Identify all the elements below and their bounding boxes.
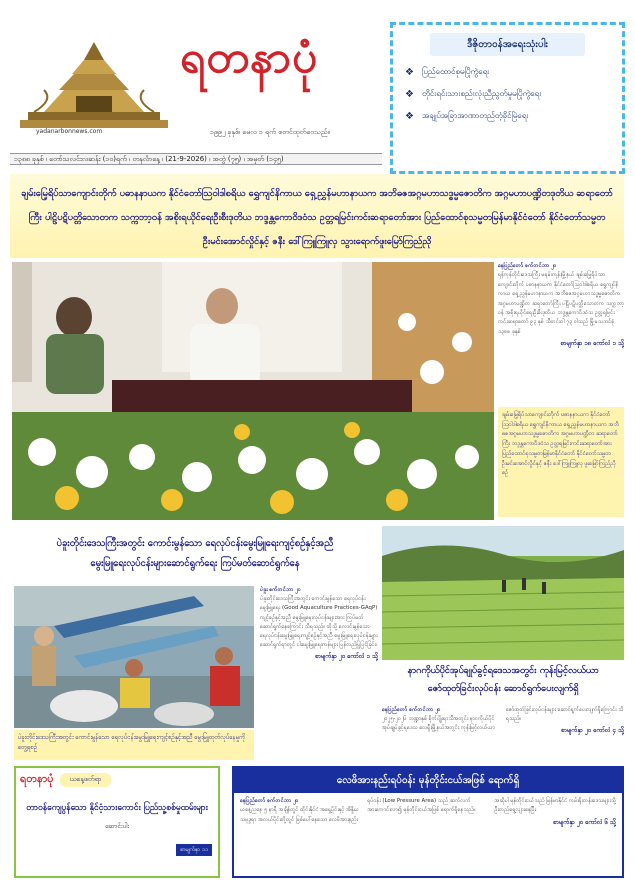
promo-logo: ရတနာပုံ <box>20 772 54 785</box>
aquaculture-story-text <box>260 586 378 760</box>
aquaculture-headline-line[interactable]: ပဲခူးတိုင်းဒေသကြီးအတွင်း ကောင်းမွန်သော ရေလုပ်ငန်းမွေးမြူရေးကျင့်စဉ်နှင့်အညီ <box>56 538 334 549</box>
weather-continued-link[interactable]: စာမျက်နှာ ၂၀ ကော်လံ ၆ သို့ <box>553 818 616 826</box>
upland-body: ၂၀၂၅-၂၀၂၆ ဘဏ္ဍာနှစ် စိုက်ပျိုးရာသီအတွင်း နာဂကိုယ်ပိုင်အုပ်ချုပ်ခွင့်ရဒေသ လေရှီးမြို့နယ်အတွင်း ကုန်းမြင့်လယ်ယာ ဇော်ထုတ်ခြင်းလုပ်ငန်းများ ဆောင်ရွက်ပေးလျက်ရှိကြောင်း သိရသည်။ <box>382 707 624 732</box>
upland-farming-story-text <box>382 706 624 762</box>
upland-dateline: နေပြည်တော် စက်တင်ဘာ ၂၀ <box>382 707 441 713</box>
lead-photo-caption: ချမ်းမြေ့ရိပ်သာကျောင်းတိုက် ပဓာနနာယက နိုင်ငံတော်ဩဝါဒါစရိယ ရွှေကျင်နိကာယ ရှေ့ညွှန်မဟာနာယက အဘိဓဇအဂ္ဂမဟာသဒ္ဓမ္မဇောတိက အဂ္ဂမဟာပဏ္ဍိတ ဆရာတော်ကြီး ဘဒ္ဒန္တကောဝိဒဝံသ ဥတ္တရမြင်းကင်းဆရာတော်အား ပြည်ထောင်စုသမ္မတမြန်မာနိုင်ငံတော် နိုင်ငံတော်သမ္မတ ဦးမင်းအောင်လှိုင်နှင့် ဇနီး ဒေါ်ကြူကြူလှ ဖူးမြော်ကြည်ညိုစဉ် <box>498 407 624 517</box>
site-url[interactable]: yadanarbonnews.com <box>36 128 103 135</box>
todays-read-box[interactable] <box>14 766 220 878</box>
upland-headline-line: နာဂကိုယ်ပိုင်အုပ်ချုပ်ခွင့်ရဒေသအတွင်း ကုန်းမြင့်လယ်ယာ <box>407 665 599 676</box>
promo-title[interactable]: တာဝန်ကျေပွန်သော နိုင်ငံ့သားကောင်း ပြည်သူ့စစ်မှုထမ်းများ <box>26 803 208 813</box>
aquaculture-continued-link[interactable]: စာမျက်နှာ ၂၀ ကော်လံ ၁ သို့ <box>315 653 378 661</box>
aquaculture-headline-line[interactable]: မွေးမြူရေးလုပ်ငန်းများဆောင်ရွက်ရေး ကြပ်မတ်ဆောင်ရွက်နေ <box>90 558 300 569</box>
established-line: ၁၉၉၂ ခုနှစ်၊ မေလ ၁ ရက် စတင်ထုတ်ဝေသည်။ <box>210 128 330 136</box>
upland-farming-headline[interactable] <box>382 662 624 702</box>
upland-continued-link[interactable]: စာမျက်နှာ ၂၀ ကော်လံ ၄ သို့ <box>561 727 624 735</box>
objective-item <box>405 88 614 100</box>
lead-story-text <box>498 262 624 407</box>
lead-dateline: နေပြည်တော် စက်တင်ဘာ ၂၀ <box>498 263 557 269</box>
upland-headline-line: ဇော်ထုတ်ခြင်းလုပ်ငန်း ဆောင်ရွက်ပေးလျက်ရှိ <box>427 683 579 694</box>
aquaculture-body: ပဲခူးတိုင်းဒေသကြီးအတွင်း ကောင်းမွန်သော ရေလုပ်ငန်းမွေးမြူရေး (Good Aquaculture Practices-GAqP) ကျင့်စဉ်နှင့်အညီ မွေးမြူရေးလုပ်ငန်းများအား ကြပ်မတ်ဆောင်ရွက်နေကြောင်း သိရသည်။ ထိုသို့ ကောင်းမွန်သော ရေလုပ်ငန်းမွေးမြူရေးကျင့်စဉ်နှင့်အညီ မွေးမြူရေးလုပ်ငန်းများဆောင်ရွက်ရာတွင် ငါးမွေးမြူရေးကန်များ ပြန်လည်ပြုပြင်ခြင်း၊ <box>260 596 378 649</box>
diamond-bullet-icon: ❖ <box>405 110 414 122</box>
aquaculture-photo-caption: ပဲခူးတိုင်းဒေသကြီးအတွင်း ကောင်းမွန်သော ရေလုပ်ငန်းမွေးမြူရေးကျင့်စဉ်နှင့်အညီ မွေးမြူထုတ်လုပ်နေမှုကို တွေ့ရစဉ် <box>14 730 254 760</box>
paper-name-logo: ရတနာပုံ <box>180 32 319 83</box>
diamond-bullet-icon: ❖ <box>405 66 414 78</box>
aquaculture-photo[interactable] <box>14 586 254 728</box>
objective-item <box>405 66 614 78</box>
diamond-bullet-icon: ❖ <box>405 88 414 100</box>
promo-type: ဆောင်းပါး <box>105 822 129 830</box>
issue-info-bar: ၁၃၈၈ ခုနှစ် ၊ တော်သလင်းလဆန်း (၁၀)ရက် ၊ တနင်္လာနေ့ ၊ (21-9-2026) ၊ အတွဲ (၇၅) ၊ အမှတ် (၁၄၅) <box>10 153 382 165</box>
lead-headline-box <box>10 174 624 258</box>
objectives-title: ဒီဇိုတာဝန်အရေးသုံးပါး <box>430 33 585 56</box>
aquaculture-dateline: ပဲခူး စက်တင်ဘာ ၂၀ <box>260 587 301 593</box>
weather-story-box <box>232 766 624 878</box>
national-objectives-box <box>390 22 625 174</box>
lead-body: ရန်ကုန်တိုင်းဒေသကြီး မရမ်းကုန်းမြို့နယ် ချမ်းမြေ့ရိပ်သာကျောင်းတိုက် ပဓာနနာယက နိုင်ငံတော်ဩဝါဒါစရိယ ရွှေကျင်နိကာယ ရှေ့ညွှန်မဟာနာယက အဘိဓဇအဂ္ဂမဟာသဒ္ဓမ္မဇောတိက အဂ္ဂမဟာပဏ္ဍိတ ဆရာတော်ကြီး ပါဠိပဋိပတ္တိသောတက သက္ကဘာ့ဝန် အစိုးရယိုင်ရေးဦးစီးဒုတိယ ဘဒ္ဒန္တကောဝိဒဝံသ ဥတ္တရမြင်းကင်းဆရာတော် ၉၃ နှစ် သီတင်းဝါ ၇၃ ဝါသည် မြို့မသဘင်စုံ ၁၃၈၈ ခုနှစ် <box>498 272 624 335</box>
lead-continued-link[interactable]: စာမျက်နှာ ၁၈ ကော်လံ ၁ သို့ <box>560 340 624 348</box>
lead-photo[interactable] <box>12 262 494 520</box>
weather-body: ယနေ့ညနေ ၅ နာရီ အချိန်တွင် ထိုင်းနိုင်ငံ အရှေ့ပိုင်းနှင့် အိန္ဒိယသမုဒ္ဒရာ အလယ်ပိုင်းတို့တွင် ဖြစ်ပေါ်နေသော လေဖိအားနည်းရပ်ဝန်း (Low Pressure Area) သည် ဆက်လက်အားကောင်းလာ၍ မုန်တိုင်းငယ်အဖြစ် ရောက်ရှိနေသည်။ အဆိုပါ မုန်တိုင်းငယ်သည် မြန်မာနိုင်ငံ ကမ်းရိုးတန်းဒေသများသို့ ဦးတည်ရွေ့လျားနေပြီး <box>240 798 616 823</box>
pagoda-emblem-icon <box>14 40 174 132</box>
weather-dateline: နေပြည်တော် စက်တင်ဘာ ၂၀ <box>240 798 299 804</box>
weather-story-text <box>234 793 622 871</box>
promo-page-badge[interactable]: စာမျက်နှာ ၁၁ <box>176 844 212 856</box>
objective-text: တိုင်းရင်းသားစည်းလုံးညီညွတ်မှုမပြိုကွဲရေး <box>421 89 542 98</box>
promo-header <box>20 772 214 788</box>
lead-headline[interactable]: ချမ်းမြေ့ရိပ်သာကျောင်းတိုက် ပဓာနနာယက နိုင်ငံတော်ဩဝါဒါစရိယ ရွှေကျင်နိကာယ ရှေ့ညွှန်မဟာနာယက အဘိဓဇအဂ္ဂမဟာသဒ္ဓမ္မဇောတိက အဂ္ဂမဟာပဏ္ဍိတဒုတိယ ဆရာတော်ကြီး ပါဠိပဋိပတ္တိသောတက သက္ကဘာ့ဝန် အစိုးရယိုင်ရေးဦးစီးဒုတိယ ဘဒ္ဒန္တကောဝိဒဝံသ ဥတ္တရမြင်းကင်းဆရာတော်အား ပြည်ထောင်စုသမ္မတမြန်မာနိုင်ငံတော် နိုင်ငံတော်သမ္မတ ဦးမင်းအောင်လှိုင်နှင့် ဇနီး ဒေါ်ကြူကြူလှ သွားရောက်ဖူးမြော်ကြည်ညို <box>21 188 613 247</box>
objective-item <box>405 110 614 122</box>
aquaculture-headline-box <box>12 526 378 582</box>
weather-headline[interactable]: လေဖိအားနည်းရပ်ဝန်း မုန်တိုင်းငယ်အဖြစ် ရောက်ရှိ <box>234 768 622 793</box>
objective-text: ပြည်ထောင်စုမပြိုကွဲရေး <box>421 67 490 76</box>
objective-text: အချုပ်အခြာအာဏာတည်တံ့ခိုင်မြဲရေး <box>421 111 529 120</box>
upland-farming-photo[interactable] <box>382 526 624 660</box>
promo-label: ယနေ့ဖတ်ရာ <box>60 773 112 787</box>
